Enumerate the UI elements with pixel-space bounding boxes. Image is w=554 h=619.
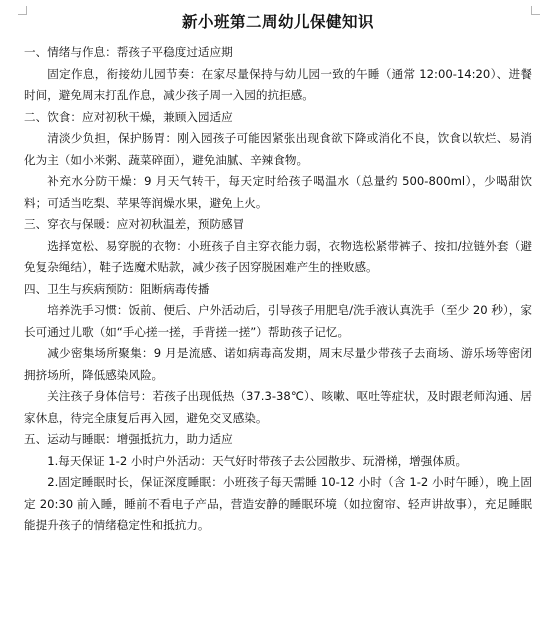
paragraph-outdoor-activity: 1.每天保证 1-2 小时户外活动：天气好时带孩子去公园散步、玩滑梯，增强体质。 bbox=[47, 453, 468, 468]
page-corner-mark-right bbox=[531, 6, 540, 15]
paragraph-handwashing: 培养洗手习惯：饭前、便后、户外活动后，引导孩子用肥皂/洗手液认真洗手（至少 20 秒），家长可通过儿歌（如“手心搓一搓，手背搓一搓”）帮助孩子记忆。 bbox=[24, 303, 532, 339]
section-heading-hygiene: 四、卫生与疾病预防：阻断病毒传播 bbox=[24, 281, 210, 296]
document-title: 新小班第二周幼儿保健知识 bbox=[181, 13, 374, 31]
paragraph-avoid-crowds: 减少密集场所聚集：9 月是流感、诺如病毒高发期，周末尽量少带孩子去商场、游乐场等密闭拥挤场所，降低感染风险。 bbox=[24, 346, 532, 382]
paragraph-body-signals: 关注孩子身体信号：若孩子出现低热（37.3-38℃）、咳嗽、呕吐等症状，及时跟老师沟通、居家休息，待完全康复后再入园，避免交叉感染。 bbox=[24, 389, 532, 425]
section-heading-clothing: 三、穿衣与保暖：应对初秋温差，预防感冒 bbox=[24, 217, 245, 231]
section-heading-exercise-sleep: 五、运动与睡眠：增强抵抗力，助力适应 bbox=[24, 432, 233, 446]
paragraph-hydration: 补充水分防干燥：9 月天气转干，每天定时给孩子喝温水（总量约 500-800ml），少喝甜饮料；可适当吃梨、苹果等润燥水果，避免上火。 bbox=[24, 174, 532, 210]
section-heading-diet: 二、饮食：应对初秋干燥，兼顾入园适应 bbox=[24, 109, 233, 124]
paragraph-loose-clothing: 选择宽松、易穿脱的衣物：小班孩子自主穿衣能力弱，衣物选松紧带裤子、按扣/拉链外套（避免复杂绳结），鞋子选魔术贴款，减少孩子因穿脱困难产生的挫败感。 bbox=[24, 238, 532, 274]
paragraph-sleep: 2.固定睡眠时长，保证深度睡眠：小班孩子每天需睡 10-12 小时（含 1-2 小时午睡），晚上固定 20:30 前入睡，睡前不看电子产品，营造安静的睡眠环境（如拉窗帘、轻声讲故事），充足睡眠能提升孩子的情绪稳定性和抵抗力。 bbox=[24, 475, 532, 532]
paragraph-light-diet: 清淡少负担，保护肠胃：刚入园孩子可能因紧张出现食欲下降或消化不良，饮食以软烂、易消化为主（如小米粥、蔬菜碎面），避免油腻、辛辣食物。 bbox=[24, 131, 532, 167]
section-heading-emotion-routine: 一、情绪与作息：帮孩子平稳度过适应期 bbox=[24, 45, 233, 59]
document-body bbox=[24, 10, 532, 537]
paragraph-fixed-routine: 固定作息，衔接幼儿园节奏：在家尽量保持与幼儿园一致的午睡（通常 12:00-14:20）、进餐时间，避免周末打乱作息，减少孩子周一入园的抗拒感。 bbox=[24, 66, 532, 102]
